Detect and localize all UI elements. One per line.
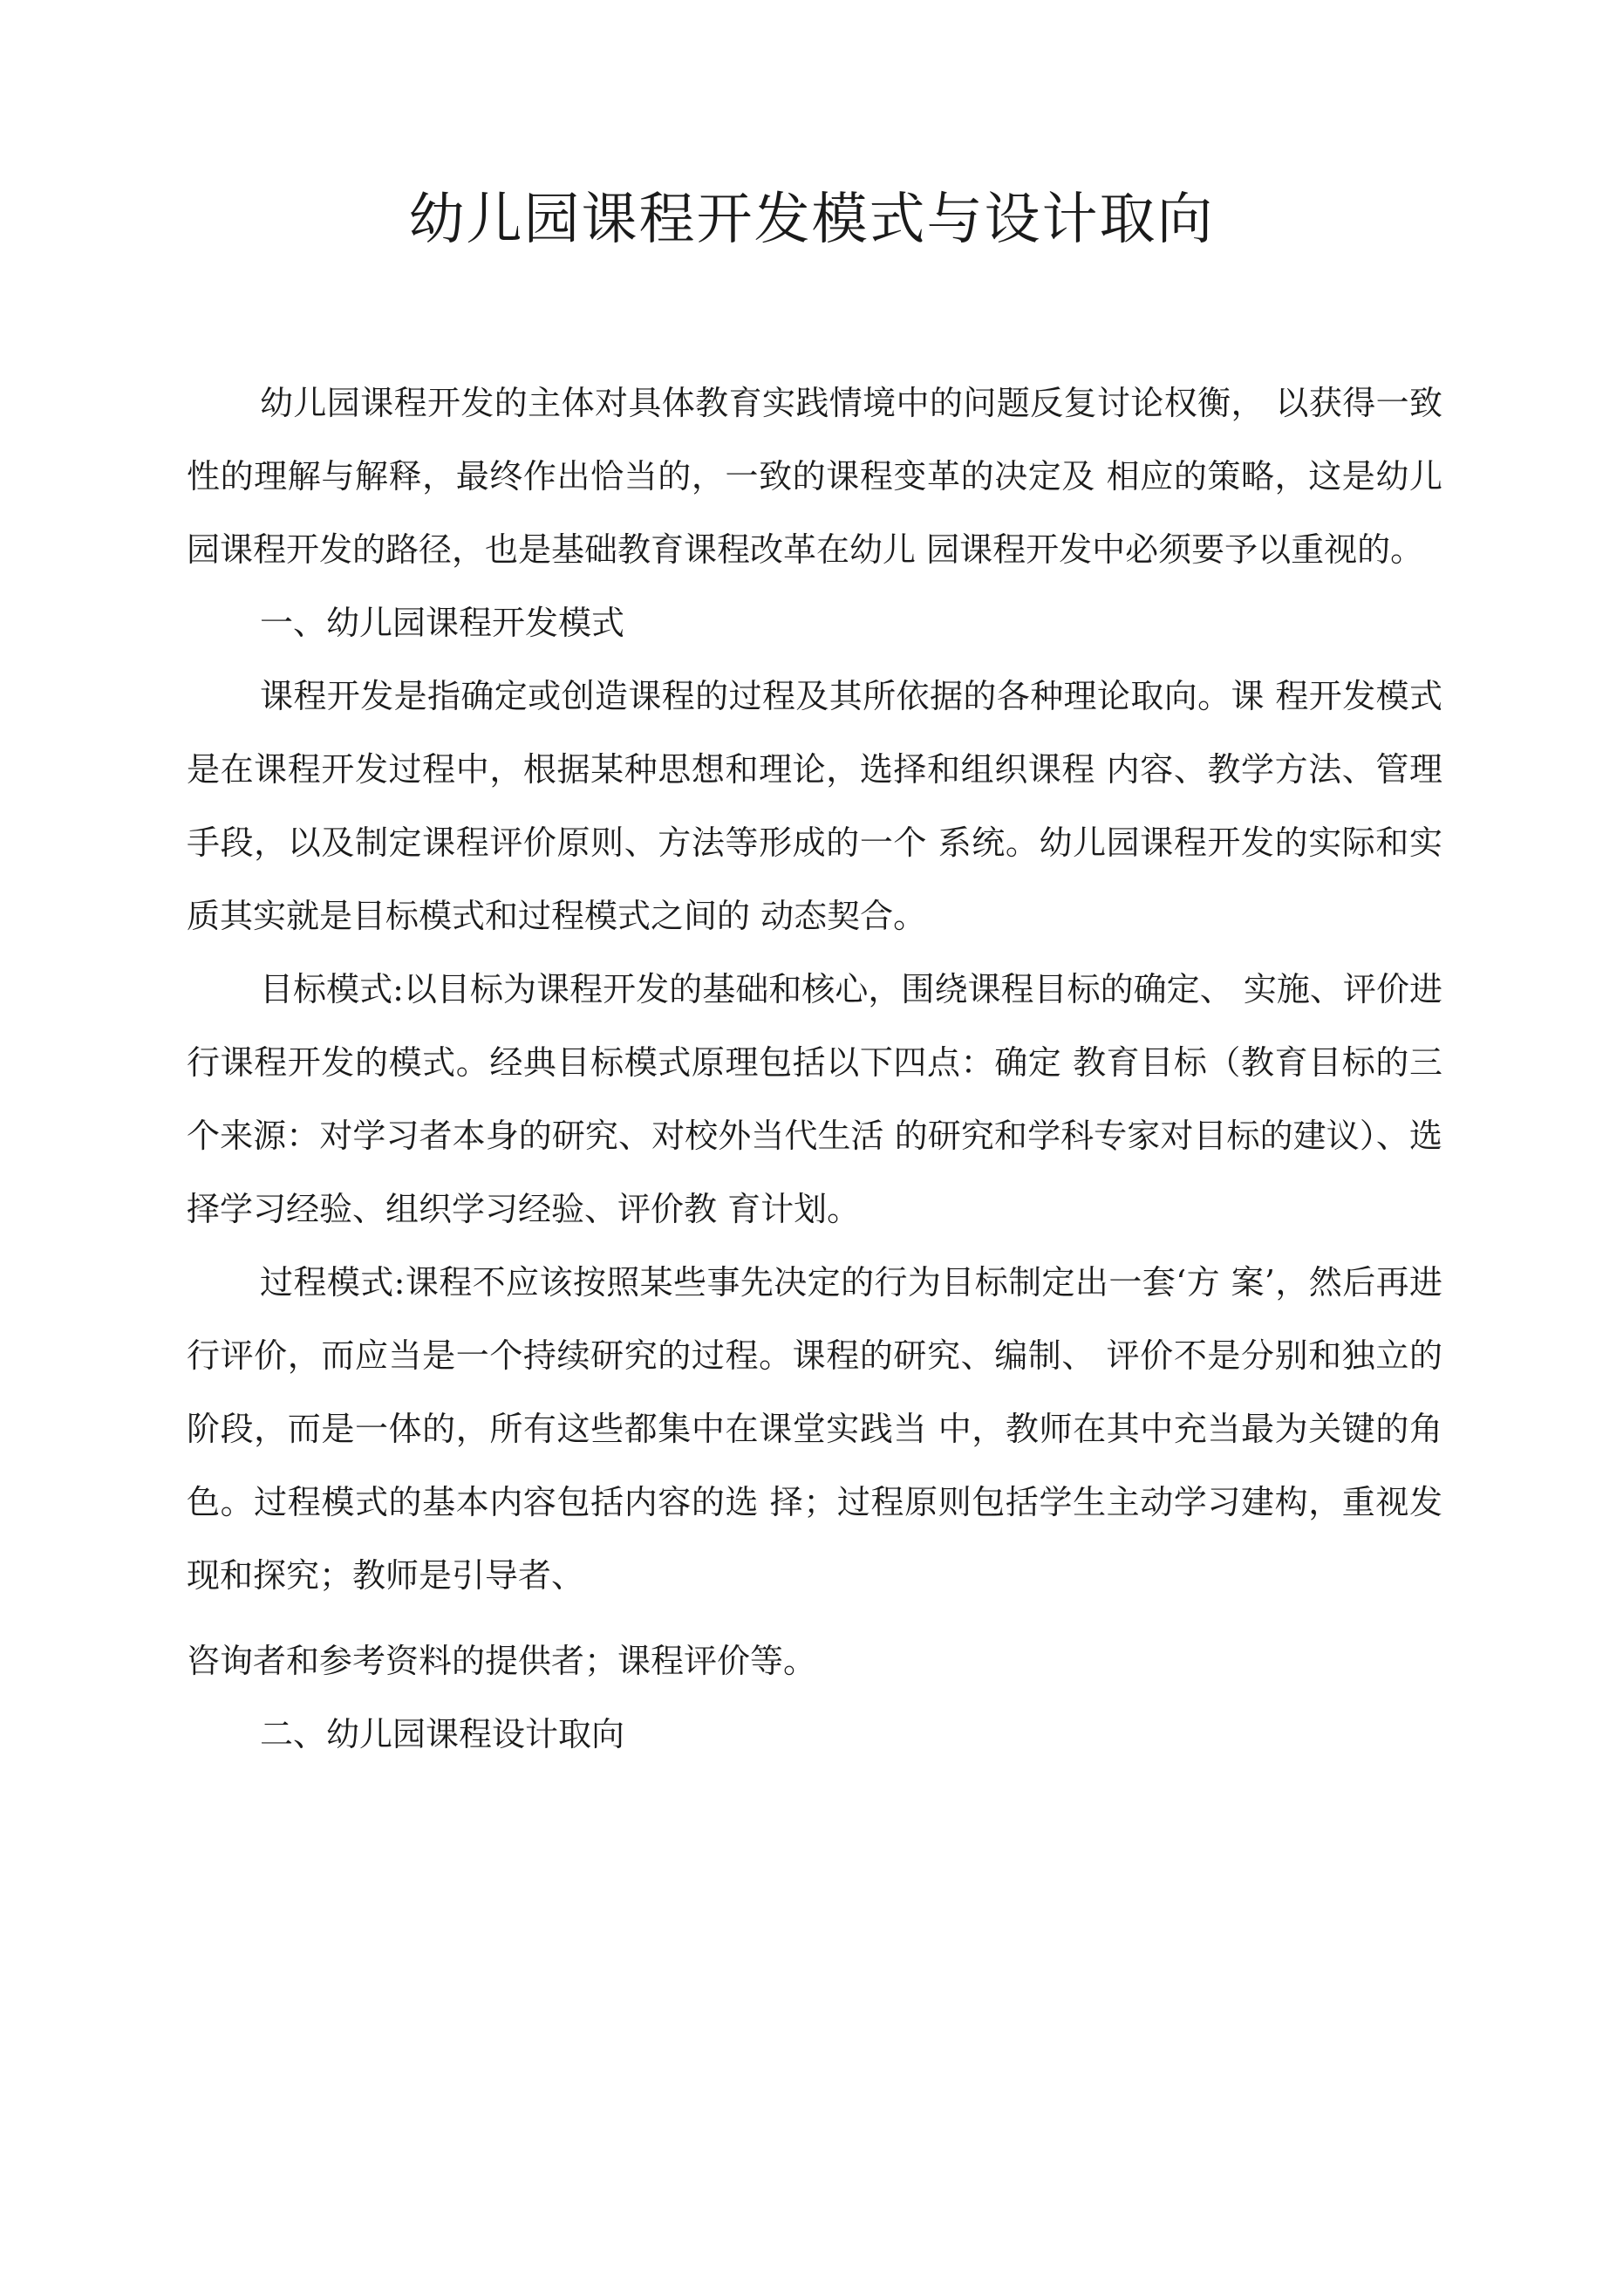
paragraph-objective-model: 目标模式:以目标为课程开发的基础和核心，围绕课程目标的确定、 实施、评价进行课程开发的模式。经典目标模式原理包括以下四点：确定 教育目标（教育目标的三个来源：对学习者本身的研究、对校外当代生活 的研究和学科专家对目标的建议）、选择学习经验、组织学习经验、评价教 育计划。 bbox=[187, 970, 1442, 1228]
document-title: 幼儿园课程开发模式与设计取向 bbox=[408, 188, 1215, 252]
paragraph-intro: 幼儿园课程开发的主体对具体教育实践情境中的问题反复讨论权衡， 以获得一致性的理解与解释，最终作出恰当的，一致的课程变革的决定及 相应的策略，这是幼儿园课程开发的路径，也是基础教育课程改革在幼儿 园课程开发中必须要予以重视的。 bbox=[187, 384, 1442, 569]
paragraph-development-definition: 课程开发是指确定或创造课程的过程及其所依据的各种理论取向。课 程开发模式是在课程开发过程中，根据某种思想和理论，选择和组织课程 内容、教学方法、管理手段，以及制定课程评价原则、方法等形成的一个 系统。幼儿园课程开发的实际和实质其实就是目标模式和过程模式之间的 动态契合。 bbox=[187, 677, 1442, 935]
document-body bbox=[187, 366, 1442, 1771]
paragraph-process-model-continued: 咨询者和参考资料的提供者；课程评价等。 bbox=[187, 1642, 817, 1680]
paragraph-process-model: 过程模式:课程不应该按照某些事先决定的行为目标制定出一套‘方 案’，然后再进行评价，而应当是一个持续研究的过程。课程的研究、编制、 评价不是分别和独立的阶段，而是一体的，所有这些都集中在课堂实践当 中，教师在其中充当最为关键的角色。过程模式的基本内容包括内容的选 择；过程原则包括学生主动学习建构，重视发现和探究；教师是引导者、 bbox=[187, 1263, 1442, 1595]
section-heading-2: 二、幼儿园课程设计取向 bbox=[260, 1715, 625, 1753]
section-heading-1: 一、幼儿园课程开发模式 bbox=[260, 604, 625, 642]
